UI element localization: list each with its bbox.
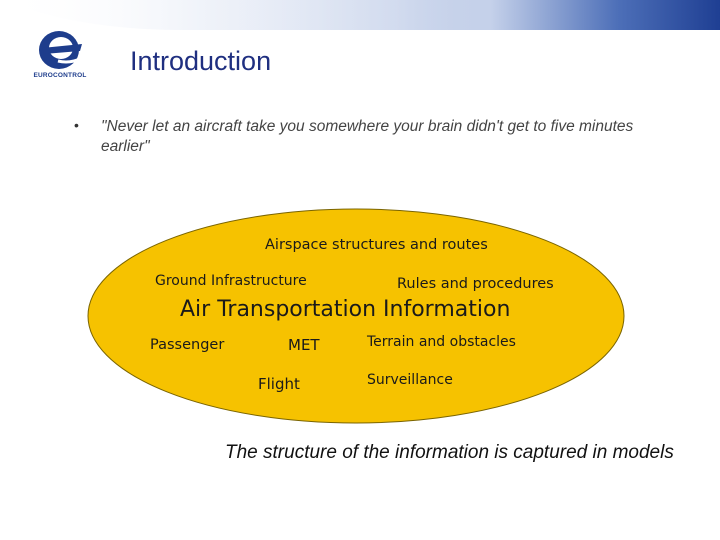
item-airspace: Airspace structures and routes <box>265 237 488 253</box>
item-terrain: Terrain and obstacles <box>361 332 522 352</box>
item-flight: Flight <box>258 375 300 393</box>
center-label: Air Transportation Information <box>180 297 511 322</box>
caption: The structure of the information is captured in models <box>225 442 674 463</box>
quote-text: "Never let an aircraft take you somewhere your brain didn't get to five minutes earlier" <box>101 118 634 155</box>
page-title: Introduction <box>130 46 272 76</box>
item-rules: Rules and procedures <box>397 276 554 292</box>
item-ground-infrastructure: Ground Infrastructure <box>149 271 313 291</box>
item-met: MET <box>288 336 320 354</box>
bullet-icon: • <box>74 117 79 133</box>
item-passenger: Passenger <box>144 335 230 355</box>
item-surveillance: Surveillance <box>361 370 459 390</box>
logo-text: EUROCONTROL <box>33 72 87 79</box>
